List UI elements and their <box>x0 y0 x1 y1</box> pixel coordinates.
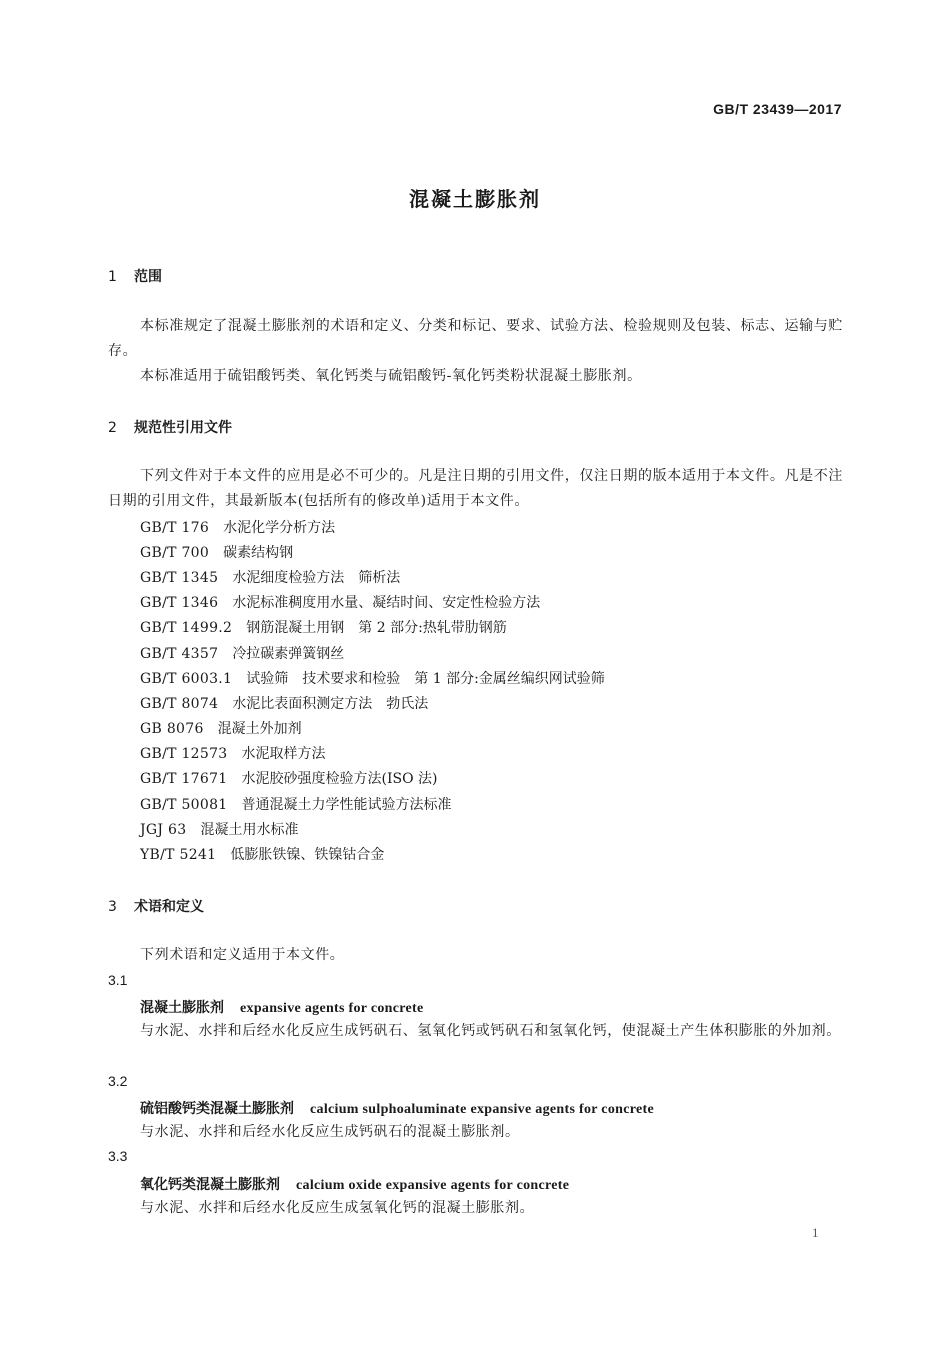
reference-item <box>140 567 400 587</box>
reference-code: GB 8076 <box>140 721 204 737</box>
reference-code: GB/T 1346 <box>140 595 219 611</box>
section-number: 2 <box>108 420 117 436</box>
reference-code: GB/T 8074 <box>140 696 219 712</box>
normative-intro: 下列文件对于本文件的应用是必不可少的。凡是注日期的引用文件，仅注日期的版本适用于本文件。凡是不注日期的引用文件，其最新版本(包括所有的修改单)适用于本文件。 <box>108 468 843 509</box>
scope-paragraph-2: 本标准适用于硫铝酸钙类、氧化钙类与硫铝酸钙-氧化钙类粉状混凝土膨胀剂。 <box>140 368 642 384</box>
term-chinese: 混凝土膨胀剂 <box>140 1000 224 1016</box>
reference-code: JGJ 63 <box>140 822 187 838</box>
reference-title: 低膨胀铁镍、铁镍钴合金 <box>230 847 385 863</box>
term-heading <box>140 1174 569 1194</box>
section-title: 范围 <box>134 269 162 285</box>
reference-item <box>140 768 438 788</box>
reference-item <box>140 643 344 663</box>
reference-item <box>140 794 452 814</box>
term-chinese: 硫铝酸钙类混凝土膨胀剂 <box>140 1101 294 1117</box>
reference-code: GB/T 1499.2 <box>140 620 233 636</box>
reference-item <box>140 517 335 537</box>
reference-title: 冷拉碳素弹簧钢丝 <box>232 646 345 662</box>
section-number: 3 <box>108 899 117 915</box>
reference-title: 碳素结构钢 <box>223 545 294 561</box>
reference-title: 水泥化学分析方法 <box>223 520 336 536</box>
section-number: 1 <box>108 269 117 285</box>
terms-intro: 下列术语和定义适用于本文件。 <box>140 947 345 963</box>
term-number: 3.2 <box>108 1073 128 1089</box>
reference-title: 普通混凝土力学性能试验方法标准 <box>241 797 452 813</box>
reference-item <box>140 592 540 612</box>
reference-item <box>140 743 326 763</box>
reference-item <box>140 819 298 839</box>
reference-item <box>140 542 293 562</box>
term-number: 3.3 <box>108 1148 128 1164</box>
reference-title: 混凝土外加剂 <box>217 721 302 737</box>
term-definition: 与水泥、水拌和后经水化反应生成钙矾石、氢氧化钙或钙矾石和氢氧化钙，使混凝土产生体积膨胀的外加剂。 <box>140 1023 841 1039</box>
reference-title: 水泥取样方法 <box>241 746 326 762</box>
reference-code: GB/T 12573 <box>140 746 228 762</box>
section-2-heading <box>108 417 232 437</box>
reference-code: GB/T 6003.1 <box>140 671 233 687</box>
page-number: 1 <box>812 1225 819 1240</box>
reference-code: GB/T 50081 <box>140 797 228 813</box>
reference-title: 水泥细度检验方法 筛析法 <box>232 570 401 586</box>
reference-code: GB/T 176 <box>140 520 210 536</box>
term-english: calcium oxide expansive agents for concrete <box>296 1178 570 1193</box>
section-3-heading <box>108 896 204 916</box>
term-definition: 与水泥、水拌和后经水化反应生成氢氧化钙的混凝土膨胀剂。 <box>140 1200 535 1216</box>
reference-title: 混凝土用水标准 <box>200 822 299 838</box>
reference-item <box>140 668 605 688</box>
reference-code: GB/T 1345 <box>140 570 219 586</box>
reference-code: YB/T 5241 <box>140 847 217 863</box>
term-heading <box>140 997 424 1017</box>
term-english: expansive agents for concrete <box>240 1001 424 1016</box>
reference-code: GB/T 17671 <box>140 771 228 787</box>
reference-item <box>140 693 428 713</box>
reference-title: 试验筛 技术要求和检验 第 1 部分:金属丝编织网试验筛 <box>246 671 605 687</box>
reference-title: 水泥胶砂强度检验方法(ISO 法) <box>241 771 438 787</box>
section-title: 术语和定义 <box>134 899 204 915</box>
section-title: 规范性引用文件 <box>134 420 232 436</box>
reference-code: GB/T 700 <box>140 545 210 561</box>
document-title: 混凝土膨胀剂 <box>409 187 541 211</box>
reference-title: 水泥比表面积测定方法 勃氏法 <box>232 696 429 712</box>
term-number: 3.1 <box>108 972 128 988</box>
reference-item <box>140 844 384 864</box>
reference-code: GB/T 4357 <box>140 646 219 662</box>
term-chinese: 氧化钙类混凝土膨胀剂 <box>140 1177 280 1193</box>
term-heading <box>140 1098 654 1118</box>
reference-item <box>140 617 507 637</box>
term-definition: 与水泥、水拌和后经水化反应生成钙矾石的混凝土膨胀剂。 <box>140 1124 520 1140</box>
reference-title: 水泥标准稠度用水量、凝结时间、安定性检验方法 <box>232 595 541 611</box>
scope-paragraph-1: 本标准规定了混凝土膨胀剂的术语和定义、分类和标记、要求、试验方法、检验规则及包装、标志、运输与贮存。 <box>108 318 843 359</box>
reference-item <box>140 718 302 738</box>
standard-number: GB/T 23439—2017 <box>713 101 842 117</box>
term-english: calcium sulphoaluminate expansive agents for concrete <box>310 1102 654 1117</box>
section-1-heading <box>108 266 162 286</box>
reference-title: 钢筋混凝土用钢 第 2 部分:热轧带肋钢筋 <box>246 620 507 636</box>
